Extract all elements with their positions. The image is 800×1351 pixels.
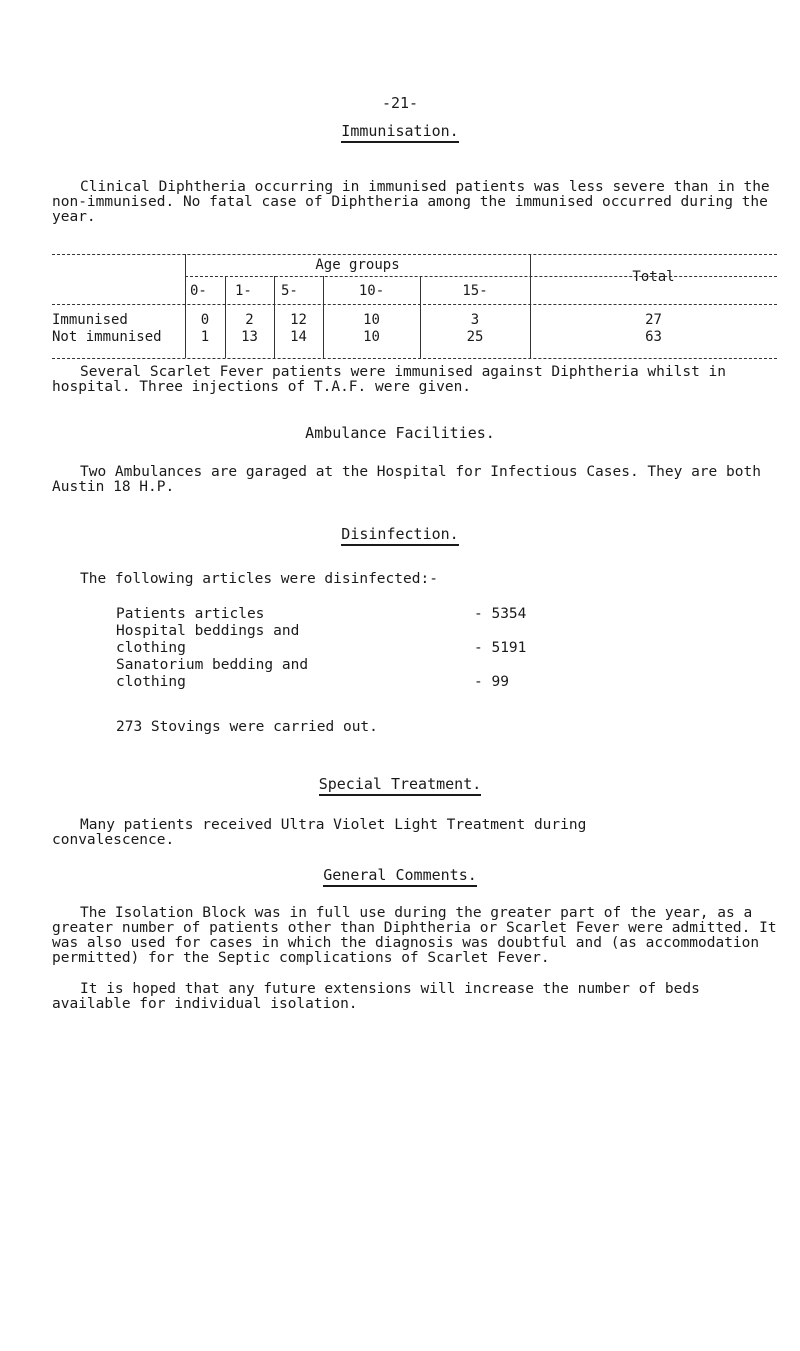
general-comments-para1: The Isolation Block was in full use during the greater part of the year, as a greater number of patients other than Diphtheria or Scarlet Fever were admitted. It was also used for cases in which the diagnosis was doubtful and (as accommodation permitted) for the Septic complications of Scarlet Fever. — [52, 905, 777, 966]
row-label-not-immunised: Not immunised — [52, 329, 162, 345]
table-cell: 0 — [200, 312, 210, 328]
age-col-5: 5- — [281, 283, 298, 299]
age-col-10: 10- — [358, 283, 385, 299]
table-cell: 3 — [470, 312, 480, 328]
immunisation-table — [52, 254, 777, 359]
special-treatment-heading: Special Treatment. — [0, 775, 800, 793]
list-item: clothing - 5191 — [116, 640, 527, 656]
immunisation-intro: Clinical Diphtheria occurring in immunised patients was less severe than in the non-immunised. No fatal case of Diphtheria among the immunised occurred during the year. — [52, 179, 770, 225]
table-cell-total: 63 — [645, 329, 662, 345]
age-groups-header: Age groups — [315, 257, 400, 273]
age-col-15: 15- — [462, 283, 488, 299]
table-cell-total: 27 — [645, 312, 662, 328]
ambulance-heading: Ambulance Facilities. — [305, 424, 495, 442]
general-comments-heading: General Comments. — [0, 866, 800, 884]
row-label-immunised: Immunised — [52, 312, 128, 328]
table-cell: 1 — [200, 329, 210, 345]
special-treatment-text: Many patients received Ultra Violet Light Treatment during convalescence. — [52, 817, 587, 848]
table-cell: 25 — [466, 329, 484, 345]
disinfection-heading: Disinfection. — [0, 525, 800, 543]
table-cell: 2 — [245, 312, 254, 328]
list-item: Hospital beddings and — [116, 623, 300, 639]
page-number: -21- — [381, 94, 419, 112]
table-cell: 12 — [290, 312, 307, 328]
general-comments-para2: It is hoped that any future extensions will increase the number of beds available for individual isolation. — [52, 981, 700, 1012]
age-col-1: 1- — [235, 283, 252, 299]
list-item: clothing - 99 — [116, 674, 509, 690]
table-cell: 10 — [363, 329, 380, 345]
total-header: Total — [632, 269, 675, 285]
list-item: Patients articles - 5354 — [116, 606, 527, 622]
ambulance-text: Two Ambulances are garaged at the Hospital for Infectious Cases. They are both Austin 18 H.P. — [52, 464, 761, 495]
scarlet-fever-note: Several Scarlet Fever patients were immunised against Diphtheria whilst in hospital. Three injections of T.A.F. were given. — [52, 364, 727, 395]
table-cell: 14 — [290, 329, 307, 345]
table-cell: 10 — [363, 312, 380, 328]
list-item: Sanatorium bedding and — [116, 657, 309, 673]
age-col-0: 0- — [190, 283, 207, 299]
stovings-text: 273 Stovings were carried out. — [116, 719, 378, 735]
table-cell: 13 — [241, 329, 258, 345]
disinfection-intro: The following articles were disinfected:- — [80, 571, 438, 587]
disinfection-list — [116, 606, 636, 691]
immunisation-heading: Immunisation. — [0, 122, 800, 140]
